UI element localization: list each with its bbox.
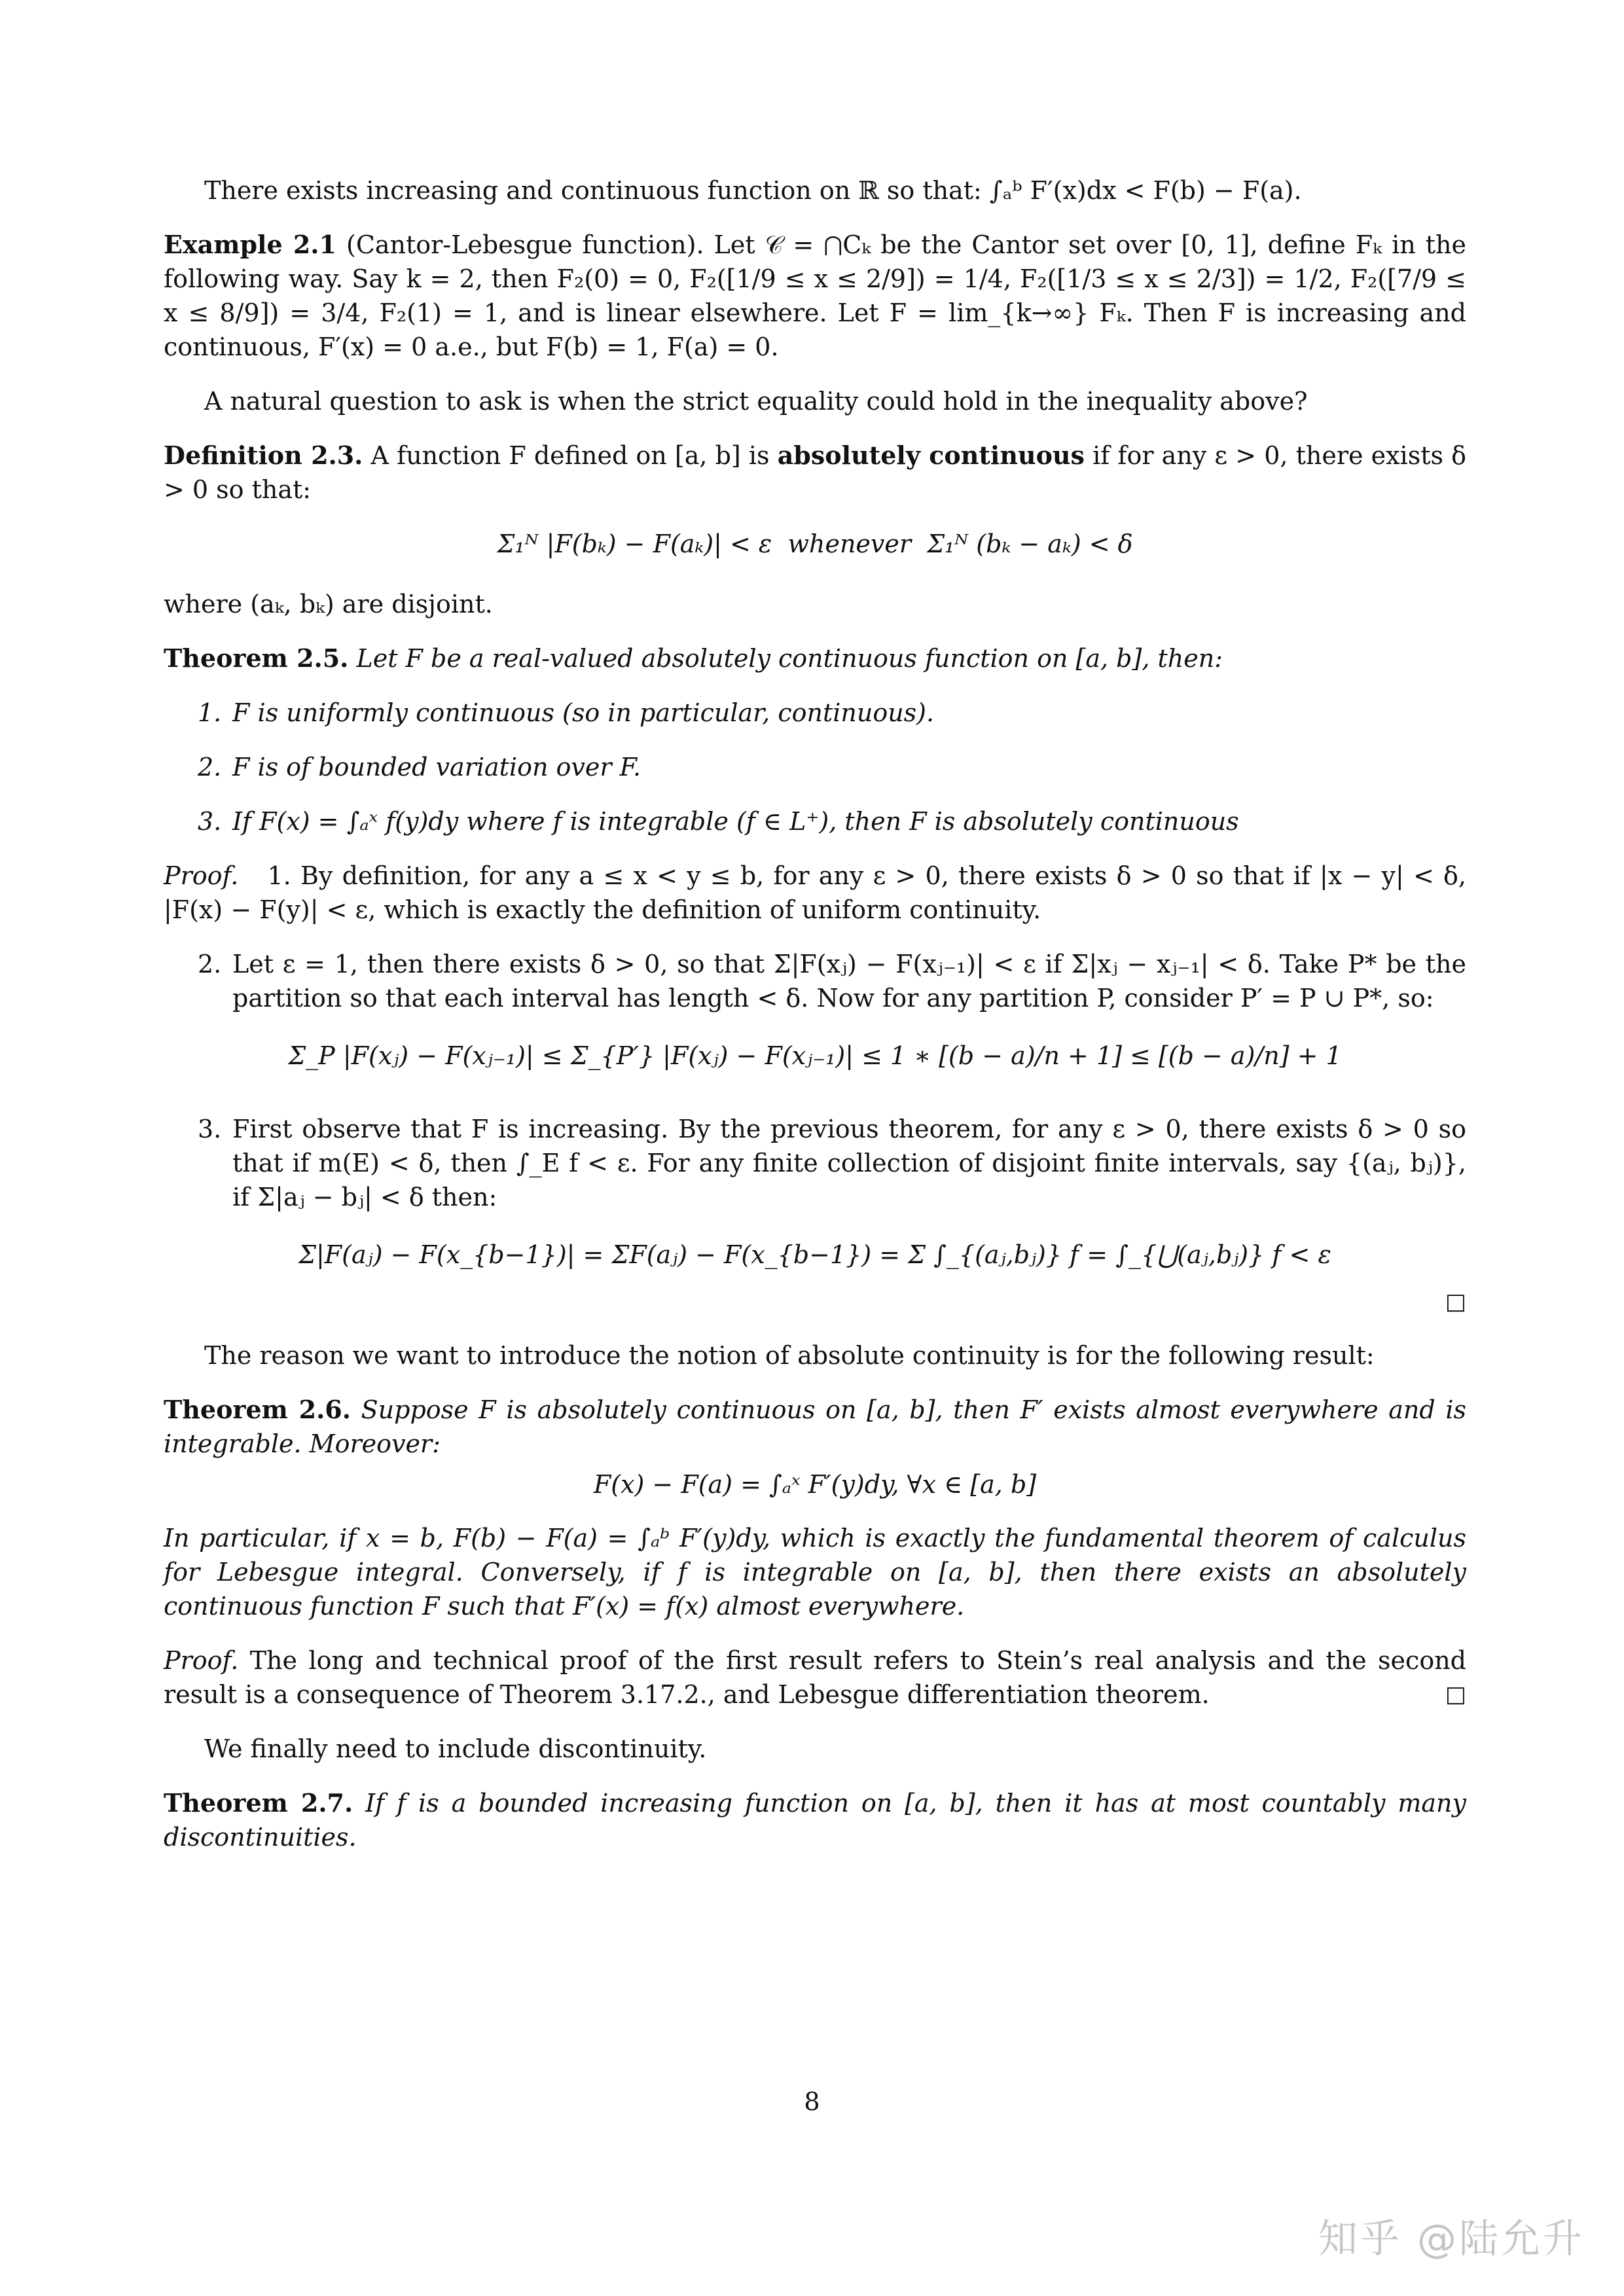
proof-item-text: First observe that F is increasing. By the previous theorem, for any ε > 0, there exists δ > 0 so that if m(E) < δ, then ∫_E f < ε. For any finite collection of disjoint finite intervals, say {(aⱼ, bⱼ)}, if Σ|aⱼ − bⱼ| < δ then:	[232, 1115, 1466, 1211]
definition-term: absolutely continuous	[777, 440, 1085, 470]
proof-2-5-item-2	[164, 947, 1466, 1015]
theorem-2-6	[164, 1393, 1466, 1461]
proof-2-5-formula-2: Σ_P |F(xⱼ) − F(xⱼ₋₁)| ≤ Σ_{P′} |F(xⱼ) − F(xⱼ₋₁)| ≤ 1 ∗ [(b − a)/n + 1] ≤ [(b − a)/n] + 1	[288, 1041, 1342, 1070]
proof-2-5-formula-3: Σ|F(aⱼ) − F(x_{b−1})| = ΣF(aⱼ) − F(x_{b−1}) = Σ ∫_{(aⱼ,bⱼ)} f = ∫_{⋃(aⱼ,bⱼ)} f < ε	[298, 1240, 1331, 1269]
theorem-2-5-heading: Theorem 2.5.	[164, 643, 349, 673]
theorem-2-6-heading: Theorem 2.6.	[164, 1395, 351, 1424]
theorem-2-6-after: In particular, if x = b, F(b) − F(a) = ∫ₐᵇ F′(y)dy, which is exactly the fundamental theorem of calculus for Lebesgue integral. Conversely, if f is integrable on [a, b], then there exists an absolutely continuous function F such that F′(x) = f(x) almost everywhere.	[164, 1524, 1466, 1621]
theorem-2-6-formula: F(x) − F(a) = ∫ₐˣ F′(y)dy, ∀x ∈ [a, b]	[593, 1470, 1037, 1499]
proof-item-number: 2.	[198, 950, 222, 978]
qed-symbol: □	[1445, 1681, 1466, 1708]
definition-pre: A function F defined on [a, b] is	[363, 441, 778, 470]
proof-item-number: 1.	[267, 861, 291, 890]
theorem-2-7-heading: Theorem 2.7.	[164, 1788, 353, 1818]
theorem-2-5	[164, 641, 1466, 675]
reason-paragraph: The reason we want to introduce the notion of absolute continuity is for the following result:	[204, 1341, 1375, 1370]
page-number: 8	[804, 2087, 820, 2116]
theorem-2-7-text: If f is a bounded increasing function on [a, b], then it has at most countably many discontinuities.	[164, 1789, 1466, 1852]
proof-item-text: Let ε = 1, then there exists δ > 0, so that Σ|F(xⱼ) − F(xⱼ₋₁)| < ε if Σ|xⱼ − xⱼ₋₁| < δ. Take P* be the partition so that each interval has length < δ. Now for any partition P, consider P′ = P ∪ P*, so:	[232, 950, 1466, 1013]
theorem-2-5-text: Let F be a real-valued absolutely continuous function on [a, b], then:	[348, 644, 1223, 673]
example-text: (Cantor-Lebesgue function). Let 𝒞 = ⋂Cₖ be the Cantor set over [0, 1], define Fₖ in the following way. Say k = 2, then F₂(0) = 0, F₂([1/9 ≤ x ≤ 2/9]) = 1/4, F₂([1/3 ≤ x ≤ 2/3]) = 1/2, F₂([7/9 ≤ x ≤ 8/9]) = 3/4, F₂(1) = 1, and is linear elsewhere. Let F = lim_{k→∞} Fₖ. Then F is increasing and continuous, F′(x) = 0 a.e., but F(b) = 1, F(a) = 0.	[164, 230, 1466, 361]
proof-2-5-item-1	[164, 859, 1466, 927]
list-item: 2. F is of bounded variation over F.	[198, 753, 641, 781]
page-content	[164, 173, 1466, 1874]
list-item: 1. F is uniformly continuous (so in particular, continuous).	[198, 698, 935, 727]
theorem-2-6-text: Suppose F is absolutely continuous on [a, b], then F′ exists almost everywhere and is integrable. Moreover:	[164, 1395, 1466, 1458]
intro-paragraph: There exists increasing and continuous function on ℝ so that: ∫ₐᵇ F′(x)dx < F(b) − F(a).	[204, 176, 1302, 205]
proof-2-6	[164, 1643, 1466, 1712]
proof-item-number: 3.	[198, 1115, 222, 1143]
proof-heading: Proof.	[164, 1646, 239, 1675]
definition-after: where (aₖ, bₖ) are disjoint.	[164, 590, 493, 619]
watermark: 知乎 @陆允升	[1318, 2216, 1585, 2262]
definition-2-3	[164, 439, 1466, 507]
definition-heading: Definition 2.3.	[164, 440, 363, 470]
definition-post: if for any ε > 0, there exists δ > 0 so that:	[164, 441, 1466, 504]
proof-2-6-text: The long and technical proof of the first result refers to Stein’s real analysis and the second result is a consequence of Theorem 3.17.2., and Lebesgue differentiation theorem.	[164, 1646, 1466, 1709]
question-paragraph: A natural question to ask is when the strict equality could hold in the inequality above?	[204, 387, 1308, 416]
example-heading: Example 2.1	[164, 230, 336, 259]
proof-heading: Proof.	[164, 861, 239, 890]
proof-item-text: By definition, for any a ≤ x < y ≤ b, for any ε > 0, there exists δ > 0 so that if |x − y| < δ, |F(x) − F(y)| < ε, which is exactly the definition of uniform continuity.	[164, 861, 1466, 924]
example-2-1	[164, 228, 1466, 364]
theorem-2-5-list	[164, 696, 1466, 838]
definition-formula: Σ₁ᴺ |F(bₖ) − F(aₖ)| < ε whenever Σ₁ᴺ (bₖ − aₖ) < δ	[497, 529, 1133, 558]
theorem-2-7	[164, 1786, 1466, 1854]
proof-2-5-item-3	[164, 1112, 1466, 1214]
discontinuity-paragraph: We finally need to include discontinuity.	[204, 1734, 707, 1763]
qed-symbol: □	[1445, 1289, 1466, 1315]
list-item: 3. If F(x) = ∫ₐˣ f(y)dy where f is integrable (f ∈ L⁺), then F is absolutely continuous	[198, 807, 1239, 836]
